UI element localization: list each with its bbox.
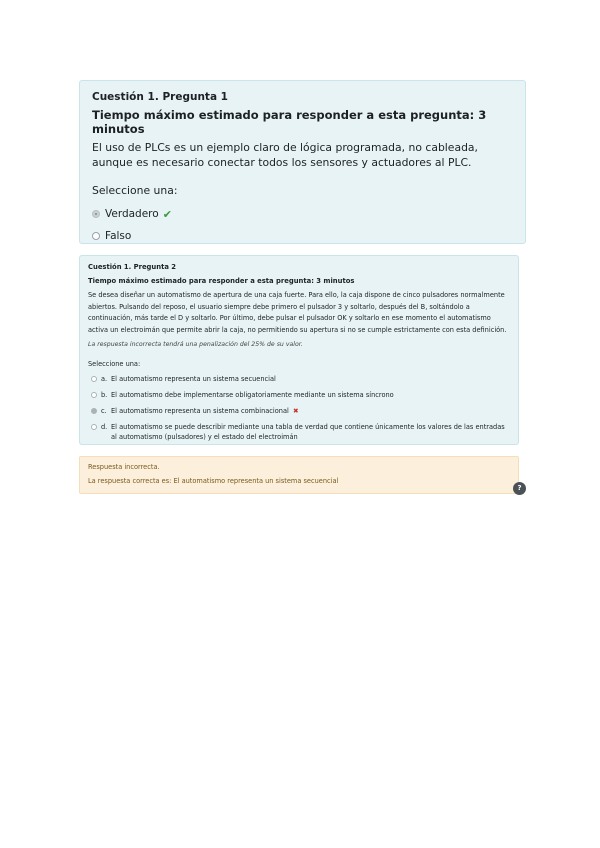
select-prompt: Seleccione una: — [92, 184, 178, 197]
radio-a[interactable] — [91, 376, 97, 382]
radio-true[interactable] — [92, 210, 100, 218]
select-prompt: Seleccione una: — [88, 360, 141, 368]
option-label-wrap — [111, 406, 510, 416]
penalty-note: La respuesta incorrecta tendrá una penalización del 25% de su valor. — [88, 341, 303, 348]
question-1-card — [79, 80, 526, 244]
question-2-card — [79, 255, 519, 445]
question-time-limit: Tiempo máximo estimado para responder a esta pregunta: 3 minutos — [92, 108, 487, 136]
radio-d[interactable] — [91, 424, 97, 430]
question-text: Se desea diseñar un automatismo de apertura de una caja fuerte. Para ello, la caja dispone de cinco pulsadores normalmente abiertos. Pulsando del reposo, el usuario siempre debe primero el pulsador 3 y soltarlo, después del B, soltándolo a continuación, más tarde el D y soltarlo. Por último, debe pulsar el pulsador OK y soltarlo en ese momento el automatismo activa un electroimán que permite abrir la caja, no permitiendo su apertura si no se cumple estrictamente con esta definición. — [88, 291, 507, 334]
correct-answer: La respuesta correcta es: El automatismo representa un sistema secuencial — [88, 477, 339, 485]
question-number: Cuestión 1. Pregunta 1 — [92, 91, 228, 103]
radio-false[interactable] — [92, 232, 100, 240]
option-letter: b. — [101, 391, 108, 399]
help-icon[interactable]: ? — [513, 482, 526, 495]
option-c[interactable] — [88, 406, 510, 416]
option-true[interactable] — [92, 205, 513, 223]
option-label: Verdadero — [105, 208, 159, 220]
question-text: El uso de PLCs es un ejemplo claro de lógica programada, no cableada, aunque es necesario conectar todos los sensores y actuadores al PLC. — [92, 141, 478, 169]
option-a[interactable] — [88, 374, 510, 384]
option-label: El automatismo se puede describir mediante una tabla de verdad que contiene únicamente los valores de las entradas al automatismo (pulsadores) y el estado del electroimán — [111, 423, 505, 441]
option-label: El automatismo representa un sistema combinacional — [111, 407, 289, 415]
option-false[interactable] — [92, 227, 513, 245]
cross-icon: ✖ — [292, 407, 299, 415]
option-letter: d. — [101, 423, 108, 431]
option-letter: c. — [101, 407, 107, 415]
radio-c[interactable] — [91, 408, 97, 414]
feedback-box — [79, 456, 519, 494]
check-icon: ✔ — [162, 207, 172, 221]
question-number: Cuestión 1. Pregunta 2 — [88, 263, 177, 271]
option-letter: a. — [101, 375, 108, 383]
option-d[interactable] — [88, 422, 510, 442]
option-b[interactable] — [88, 390, 510, 400]
option-label: Falso — [105, 230, 132, 242]
feedback-title: Respuesta incorrecta. — [88, 463, 160, 471]
question-time-limit: Tiempo máximo estimado para responder a esta pregunta: 3 minutos — [88, 277, 355, 285]
option-label: El automatismo representa un sistema secuencial — [111, 375, 276, 383]
option-label: El automatismo debe implementarse obligatoriamente mediante un sistema síncrono — [111, 391, 394, 399]
radio-b[interactable] — [91, 392, 97, 398]
